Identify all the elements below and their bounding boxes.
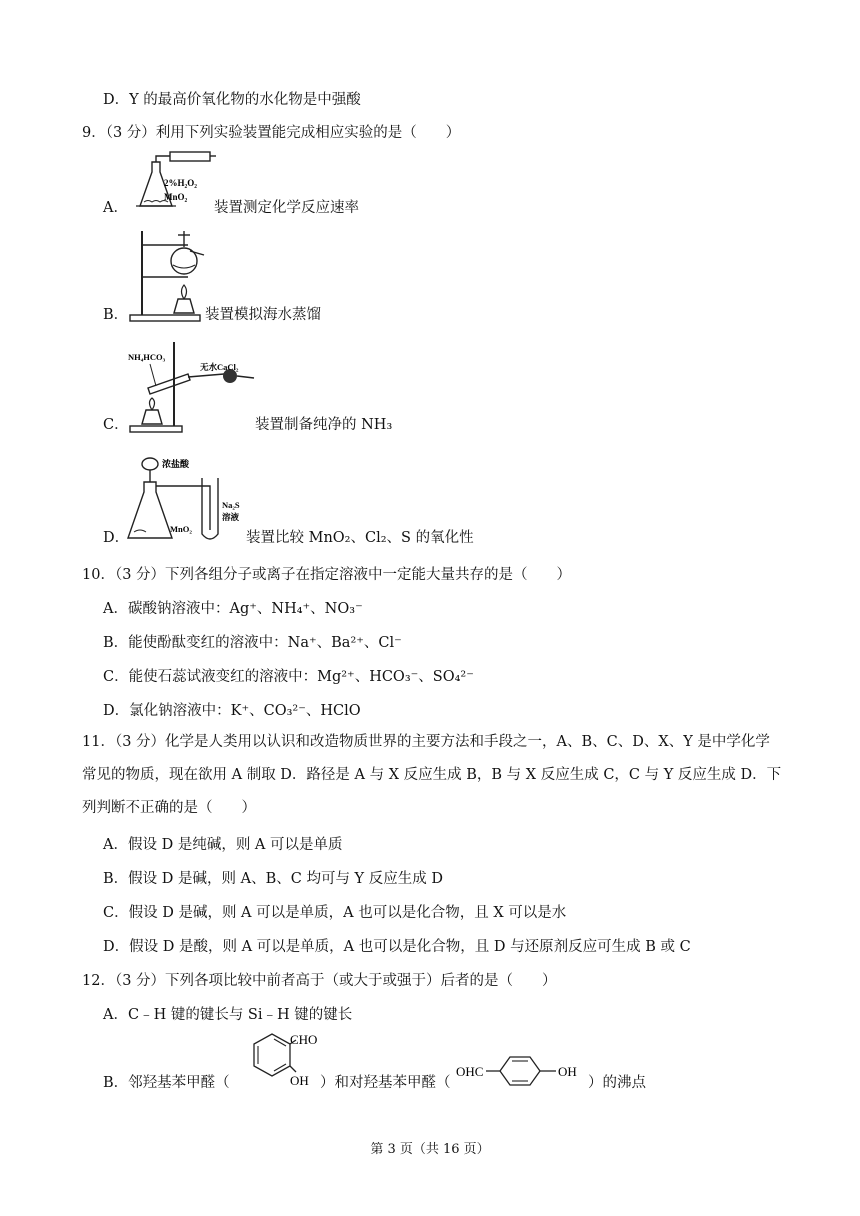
q12-option-a: A．C﹣H 键的键长与 Si﹣H 键的键长	[103, 1007, 353, 1023]
q12-stem: 12．（3 分）下列各项比较中前者高于（或大于或强于）后者的是（ ）	[82, 973, 557, 989]
q9-a-apparatus-figure	[122, 148, 217, 218]
q12-option-b-middle: ）和对羟基苯甲醛（	[320, 1075, 451, 1091]
q10-option-a: A．碳酸钠溶液中：Ag⁺、NH₄⁺、NO₃⁻	[103, 601, 363, 617]
para-hydroxybenzaldehyde-structure	[456, 1054, 588, 1088]
ortho-oh-label: OH	[290, 1073, 309, 1088]
q9-a-mno2-label: MnO₂	[164, 192, 188, 202]
q9-d-hcl-label: 浓盐酸	[162, 459, 190, 469]
q9-option-a-label: A．	[103, 200, 128, 216]
q9-a-h2o2-label: 2%H₂O₂	[164, 178, 197, 188]
q9-c-ammonia-figure	[126, 338, 256, 436]
q9-option-b-text: 装置模拟海水蒸馏	[205, 307, 321, 323]
q9-option-c-label: C．	[103, 417, 129, 433]
q9-option-b-label: B．	[103, 307, 129, 323]
q11-option-d: D．假设 D 是酸，则 A 可以是单质，A 也可以是化合物，且 D 与还原剂反应可生成 B 或 C	[103, 939, 691, 955]
q11-option-a: A．假设 D 是纯碱，则 A 可以是单质	[103, 837, 343, 853]
q12-option-b-prefix: B．邻羟基苯甲醛（	[103, 1075, 230, 1091]
q9-c-nh4hco3-label: NH₄HCO₃	[128, 352, 166, 362]
ortho-hydroxybenzaldehyde-structure	[232, 1030, 332, 1094]
q11-stem: 11．（3 分）化学是人类用以认识和改造物质世界的主要方法和手段之一，A、B、C、D、X、Y 是中学化学 常见的物质，现在欲用 A 制取 D．路径是 A 与 X 反应生成 B，B 与 X 反应生成 C，C 与 Y 反应生成 D．下列判断不正确的是（ ）	[82, 734, 782, 816]
q12-option-b-suffix: ）的沸点	[588, 1075, 646, 1091]
q9-option-c-text: 装置制备纯净的 NH₃	[255, 417, 393, 433]
q9-d-oxidation-figure	[126, 452, 248, 544]
q9-b-distillation-figure	[126, 227, 206, 323]
q11-option-c: C．假设 D 是碱，则 A 可以是单质，A 也可以是化合物，且 X 可以是水	[103, 905, 567, 921]
q10-option-b: B．能使酚酞变红的溶液中：Na⁺、Ba²⁺、Cl⁻	[103, 635, 402, 651]
q9-c-cacl2-label: 无水CaCl₂	[200, 362, 239, 372]
q11-option-b: B．假设 D 是碱，则 A、B、C 均可与 Y 反应生成 D	[103, 871, 443, 887]
q9-option-a-text: 装置测定化学反应速率	[214, 200, 359, 216]
page-footer: 第 3 页（共 16 页）	[370, 1142, 490, 1157]
q9-stem: 9．（3 分）利用下列实验装置能完成相应实验的是（ ）	[82, 125, 461, 141]
para-ohc-label: OHC	[456, 1064, 484, 1079]
q9-d-na2s-label: Na₂S	[222, 500, 240, 510]
q10-option-c: C．能使石蕊试液变红的溶液中：Mg²⁺、HCO₃⁻、SO₄²⁻	[103, 669, 474, 685]
q9-d-solution-label: 溶液	[222, 512, 240, 522]
q9-option-d-label: D．	[103, 530, 130, 546]
para-oh-label: OH	[558, 1064, 577, 1079]
q10-option-d: D．氯化钠溶液中：K⁺、CO₃²⁻、HClO	[103, 703, 361, 719]
ortho-cho-label: CHO	[290, 1032, 318, 1047]
q8-option-d: D．Y 的最高价氧化物的水化物是中强酸	[103, 92, 361, 108]
q9-option-d-text: 装置比较 MnO₂、Cl₂、S 的氧化性	[246, 530, 474, 546]
q10-stem: 10．（3 分）下列各组分子或离子在指定溶液中一定能大量共存的是（ ）	[82, 567, 572, 583]
q9-d-mno2-label: MnO₂	[170, 524, 192, 534]
